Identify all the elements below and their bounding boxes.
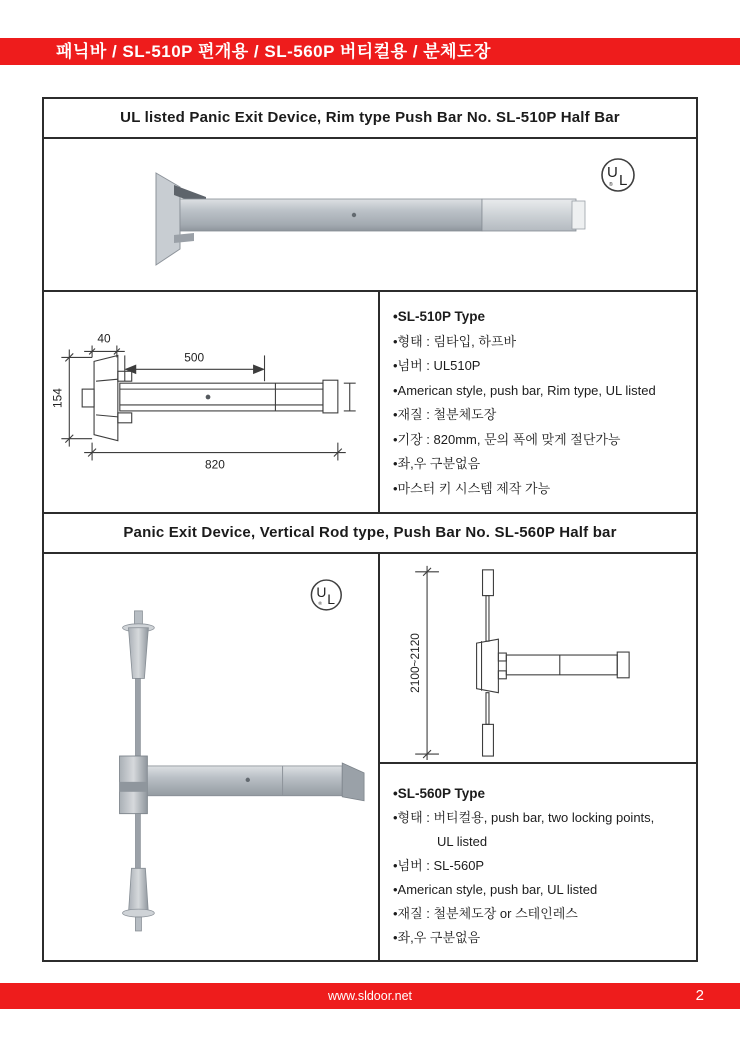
push-bar-end-section: [482, 199, 576, 231]
product-photo-510: [44, 139, 696, 292]
push-bar-end-cap: [342, 763, 364, 801]
page-header-bar: [0, 38, 740, 65]
ul-mark-u: U: [316, 583, 327, 600]
spec-line: •기장 : 820mm, 문의 폭에 맞게 절단가능: [393, 431, 621, 447]
section-510-title-text: UL listed Panic Exit Device, Rim type Push Bar No. SL-510P Half Bar: [120, 109, 620, 126]
spec-line: •American style, push bar, UL listed: [393, 882, 598, 897]
spec-line: •SL-510P Type: [393, 309, 486, 324]
rim-bar-dimension-drawing: [44, 292, 378, 512]
drawing-560: [380, 554, 696, 764]
vertical-rod-dimension-drawing: [380, 554, 696, 762]
section-560-title: [44, 514, 696, 554]
section-560-title-text: Panic Exit Device, Vertical Rod type, Push Bar No. SL-560P Half bar: [123, 524, 617, 541]
push-bar-body: [147, 766, 342, 796]
spec-line: •형태 : 버티컬용, push bar, two locking points,: [393, 810, 655, 825]
ul-mark-l: L: [619, 172, 628, 189]
spec-line: •재질 : 철분체도장 or 스테인레스: [393, 906, 578, 921]
ul-mark-l: L: [327, 590, 336, 607]
top-latch-pin: [134, 611, 142, 625]
spec-line: •마스터 키 시스템 제작 가능: [393, 480, 551, 496]
spec-line: •SL-560P Type: [393, 786, 486, 801]
dim-2100-2120-label: 2100~2120: [408, 633, 423, 693]
drawing-510: [44, 292, 380, 514]
rim-push-bar-image: [44, 139, 696, 292]
bottom-latch-body: [128, 868, 148, 913]
catalog-table: [42, 97, 698, 962]
push-bar-tip: [572, 201, 585, 229]
dim-500-label: 500: [184, 350, 205, 365]
push-bar-body: [180, 199, 482, 231]
bar-screw-dot: [352, 213, 356, 217]
section-510-title: [44, 99, 696, 139]
page-footer-bar: [0, 983, 740, 1009]
top-latch-body: [128, 628, 148, 679]
spec-line-continuation: UL listed: [437, 834, 488, 849]
specs-510: [380, 292, 696, 514]
bottom-latch-pin: [135, 917, 141, 931]
bottom-latch-flange: [123, 909, 155, 917]
spec-line: •재질 : 철분체도장: [393, 407, 497, 422]
vertical-rod-bar-image: [44, 554, 378, 960]
footer-page-number: 2: [695, 987, 704, 1004]
center-case-band: [120, 782, 148, 792]
upper-rod: [135, 678, 140, 756]
specs-560: [380, 764, 696, 960]
spec-line: •넘버 : UL510P: [393, 358, 481, 373]
ul-mark-registered: ®: [609, 182, 613, 188]
spec-line: •American style, push bar, Rim type, UL listed: [393, 382, 656, 398]
footer-website: www.sldoor.net: [327, 989, 413, 1003]
bar-screw-dot: [246, 778, 250, 782]
ul-certification-icon: [311, 580, 341, 610]
spec-line: •좌,우 구분없음: [393, 456, 481, 471]
spec-line: •넘버 : SL-560P: [393, 858, 485, 873]
page-header-title: 패닉바 / SL-510P 편개용 / SL-560P 버티컬용 / 분체도장: [56, 42, 491, 61]
dim-820-label: 820: [205, 457, 225, 472]
spec-line: •좌,우 구분없음: [393, 930, 481, 945]
lower-rod: [135, 814, 140, 869]
ul-certification-icon: [602, 159, 634, 191]
ul-mark-registered: ®: [318, 601, 323, 607]
spec-line: •형태 : 림타입, 하프바: [393, 333, 517, 349]
ul-mark-u: U: [607, 164, 618, 181]
dim-154-label: 154: [50, 388, 65, 408]
product-photo-560: [44, 554, 380, 960]
dim-40-label: 40: [97, 331, 111, 346]
